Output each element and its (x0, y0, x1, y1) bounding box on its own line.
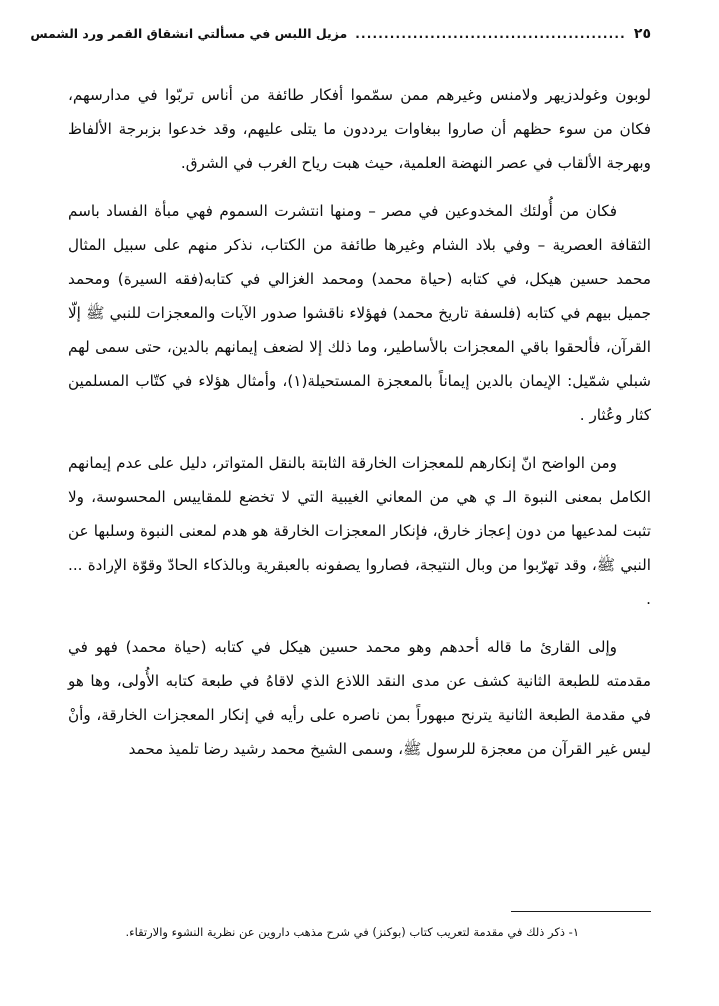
paragraph-4: وإلى القارئ ما قاله أحدهم وهو محمد حسين هيكل في كتابه (حياة محمد) فهو في مقدمته للطبعة الثانية كشف عن مدى النقد اللاذع الذي لاقاهُ في طبعة كتابه الأُولى، وها هو في مقدمة الطبعة الثانية يترنح مبهوراً بمن ناصره على رأيه في إنكار المعجزات الخارقة، وأنْ ليس غير القرآن من معجزة للرسول ﷺ، وسمى الشيخ محمد رشيد رضا تلميذ محمد (68, 638, 651, 758)
header-title: مزيل اللبس في مسألتي انشقاق القمر ورد الشمس (30, 26, 348, 41)
paragraph-2: فكان من أُولئك المخدوعين في مصر – ومنها انتشرت السموم فهي مبأة الفساد باسم الثقافة العصرية – وفي بلاد الشام وغيرها طائفة من الكتاب، نذكر منهم على سبيل المثال محمد حسين هيكل، في كتابه (حياة محمد) ومحمد الغزالي في كتابه(فقه السيرة) ومحمد جميل بيهم في كتابه (فلسفة تاريخ محمد) فهؤلاء ناقشوا صدور الآيات والمعجزات للنبي ﷺ إلّا القرآن، فألحقوا باقي المعجزات بالأساطير، وما ذلك إلا لضعف إيمانهم بالدين، حتى سمى لهم شبلي شمّيل: الإيمان بالدين إيماناً بالمعجزة المستحيلة(١)، وأمثال هؤلاء في كتّاب المسلمين كثار وعُثار . (68, 202, 651, 424)
paragraph-1: لوبون وغولدزيهر ولامنس وغيرهم ممن سمّموا أفكار طائفة من أناس تربّوا في مدارسهم، فكان من سوء حظهم أن صاروا ببغاوات يرددون ما يتلى عليهم، وقد خدعوا بزبرجة الألفاظ وبهرجة الألقاب في عصر النهضة العلمية، حيث هبت رياح الغرب في الشرق. (68, 86, 651, 172)
header-dot-leader: ............................................... (355, 27, 626, 41)
footnote-area (68, 911, 651, 987)
footnote-text: ١- ذكر ذلك في مقدمة لتعريب كتاب (بوكنز) في شرح مذهب داروين عن نظرية النشوء والارتقاء. (125, 925, 579, 939)
footnote-divider (511, 911, 651, 913)
body-text (68, 78, 651, 911)
page-header (30, 26, 651, 44)
page-number: ٢٥ (633, 26, 651, 42)
paragraph-3: ومن الواضح انّ إنكارهم للمعجزات الخارقة الثابتة بالنقل المتواتر، دليل على عدم إيمانهم الكامل بمعنى النبوة الـ ي هي من المعاني الغيبية التي لا تخضع للمقاييس المحسوسة، ولا تثبت لمدعيها من دون إعجاز خارق، فإنكار المعجزات الخارقة هو هدم لمعنى النبوة وسلبها عن النبي ﷺ، وقد تهرّبوا من وبال النتيجة، فصاروا يصفونه بالعبقرية وبالذكاء الحادّ وقوّة الإرادة ... . (68, 454, 651, 608)
